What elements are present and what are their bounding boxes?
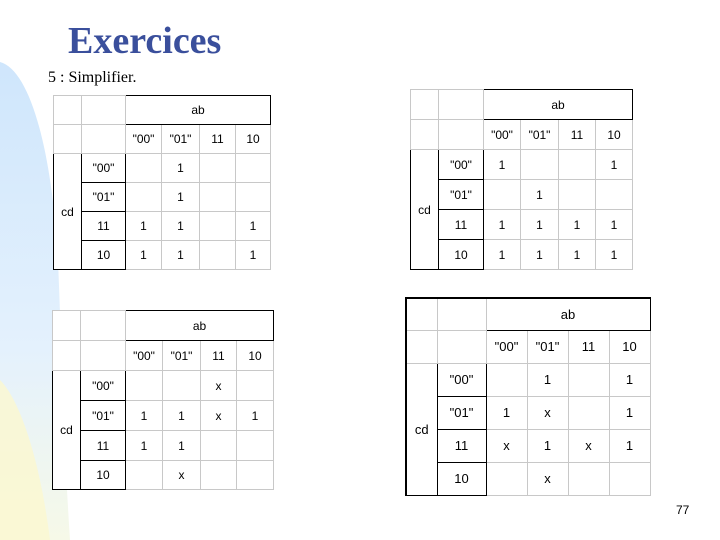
kmap-cell bbox=[200, 212, 236, 241]
kmap-cell: 1 bbox=[484, 210, 521, 240]
empty-corner bbox=[54, 125, 82, 154]
kmap-cell: 1 bbox=[162, 212, 200, 241]
column-header: "00" bbox=[126, 125, 162, 154]
kmap-cell bbox=[559, 180, 596, 210]
kmap-cell: 1 bbox=[162, 154, 200, 183]
kmap-cell: 1 bbox=[162, 241, 200, 270]
kmap-cell: x bbox=[201, 371, 237, 401]
column-header: 11 bbox=[559, 120, 596, 150]
empty-corner bbox=[81, 311, 126, 341]
slide-subtitle: 5 : Simplifier. bbox=[48, 69, 137, 86]
kmap-cell: 1 bbox=[163, 401, 201, 431]
column-header: 10 bbox=[596, 120, 633, 150]
column-header: 10 bbox=[609, 330, 650, 363]
kmap-cell bbox=[126, 371, 163, 401]
row-variable-label: cd bbox=[406, 363, 437, 495]
slide-title: Exercices bbox=[68, 20, 222, 62]
kmap-cell bbox=[568, 363, 609, 396]
empty-corner bbox=[439, 90, 484, 120]
empty-corner bbox=[437, 298, 486, 330]
row-header: 11 bbox=[81, 431, 126, 461]
kmap-cell: x bbox=[201, 401, 237, 431]
row-variable-label: cd bbox=[54, 154, 82, 270]
empty-corner bbox=[406, 330, 437, 363]
kmap-cell: 1 bbox=[486, 396, 527, 429]
karnaugh-map-1 bbox=[53, 95, 271, 270]
row-header: 10 bbox=[437, 462, 486, 495]
kmap-cell: 1 bbox=[236, 241, 271, 270]
kmap-cell bbox=[201, 461, 237, 490]
kmap-cell bbox=[568, 462, 609, 495]
column-header: 11 bbox=[200, 125, 236, 154]
kmap-cell bbox=[237, 371, 274, 401]
karnaugh-map-2 bbox=[410, 89, 633, 270]
kmap-cell bbox=[126, 183, 162, 212]
row-header: 11 bbox=[439, 210, 484, 240]
row-header: 10 bbox=[82, 241, 126, 270]
kmap-cell: 1 bbox=[609, 396, 650, 429]
row-header: "01" bbox=[437, 396, 486, 429]
kmap-cell bbox=[126, 461, 163, 490]
kmap-cell: 1 bbox=[237, 401, 274, 431]
kmap-cell bbox=[484, 180, 521, 210]
kmap-cell: x bbox=[163, 461, 201, 490]
column-header: 11 bbox=[201, 341, 237, 371]
kmap-cell: 1 bbox=[609, 429, 650, 462]
row-header: 11 bbox=[437, 429, 486, 462]
row-header: "01" bbox=[81, 401, 126, 431]
kmap-cell: 1 bbox=[559, 210, 596, 240]
column-header: "01" bbox=[163, 341, 201, 371]
kmap-cell: 1 bbox=[527, 429, 568, 462]
kmap-cell bbox=[163, 371, 201, 401]
kmap-cell: 1 bbox=[527, 363, 568, 396]
column-header: "01" bbox=[527, 330, 568, 363]
row-header: 10 bbox=[81, 461, 126, 490]
column-header: "00" bbox=[484, 120, 521, 150]
kmap-cell: 1 bbox=[521, 210, 559, 240]
column-header: 10 bbox=[236, 125, 271, 154]
page-number: 77 bbox=[676, 503, 690, 517]
row-header: 10 bbox=[439, 240, 484, 270]
kmap-cell bbox=[200, 154, 236, 183]
kmap-cell: 1 bbox=[521, 240, 559, 270]
empty-corner bbox=[411, 120, 439, 150]
karnaugh-map-4 bbox=[405, 297, 651, 496]
empty-corner bbox=[81, 341, 126, 371]
kmap-cell bbox=[568, 396, 609, 429]
kmap-cell: 1 bbox=[609, 363, 650, 396]
kmap-cell bbox=[201, 431, 237, 461]
empty-corner bbox=[82, 96, 126, 125]
row-header: "00" bbox=[437, 363, 486, 396]
column-header: "01" bbox=[521, 120, 559, 150]
row-header: "01" bbox=[439, 180, 484, 210]
karnaugh-map-3 bbox=[52, 310, 274, 490]
kmap-cell: 1 bbox=[126, 431, 163, 461]
column-header: "00" bbox=[486, 330, 527, 363]
kmap-cell bbox=[237, 461, 274, 490]
row-header: "00" bbox=[81, 371, 126, 401]
kmap-cell: 1 bbox=[162, 183, 200, 212]
kmap-cell: 1 bbox=[126, 401, 163, 431]
column-header: 10 bbox=[237, 341, 274, 371]
empty-corner bbox=[439, 120, 484, 150]
kmap-cell: 1 bbox=[596, 150, 633, 180]
kmap-cell bbox=[200, 183, 236, 212]
row-header: "00" bbox=[82, 154, 126, 183]
empty-corner bbox=[82, 125, 126, 154]
kmap-cell bbox=[559, 150, 596, 180]
row-header: 11 bbox=[82, 212, 126, 241]
empty-corner bbox=[406, 298, 437, 330]
kmap-cell: x bbox=[527, 462, 568, 495]
row-header: "00" bbox=[439, 150, 484, 180]
kmap-cell: 1 bbox=[484, 150, 521, 180]
kmap-cell bbox=[236, 183, 271, 212]
kmap-cell bbox=[486, 363, 527, 396]
kmap-cell bbox=[521, 150, 559, 180]
kmap-cell bbox=[237, 431, 274, 461]
column-variable-label: ab bbox=[484, 90, 633, 120]
kmap-cell bbox=[596, 180, 633, 210]
kmap-cell: 1 bbox=[163, 431, 201, 461]
kmap-cell bbox=[486, 462, 527, 495]
kmap-cell: x bbox=[527, 396, 568, 429]
row-variable-label: cd bbox=[411, 150, 439, 270]
empty-corner bbox=[54, 96, 82, 125]
kmap-cell: 1 bbox=[596, 240, 633, 270]
empty-corner bbox=[53, 341, 81, 371]
column-header: 11 bbox=[568, 330, 609, 363]
kmap-cell bbox=[236, 154, 271, 183]
kmap-cell bbox=[200, 241, 236, 270]
kmap-cell: 1 bbox=[596, 210, 633, 240]
column-header: "00" bbox=[126, 341, 163, 371]
kmap-cell: 1 bbox=[484, 240, 521, 270]
row-variable-label: cd bbox=[53, 371, 81, 490]
kmap-cell: 1 bbox=[236, 212, 271, 241]
kmap-cell: x bbox=[486, 429, 527, 462]
kmap-cell bbox=[609, 462, 650, 495]
kmap-cell: 1 bbox=[126, 241, 162, 270]
empty-corner bbox=[411, 90, 439, 120]
kmap-cell: x bbox=[568, 429, 609, 462]
column-variable-label: ab bbox=[126, 96, 271, 125]
kmap-cell bbox=[126, 154, 162, 183]
kmap-cell: 1 bbox=[521, 180, 559, 210]
kmap-cell: 1 bbox=[559, 240, 596, 270]
row-header: "01" bbox=[82, 183, 126, 212]
column-variable-label: ab bbox=[126, 311, 274, 341]
empty-corner bbox=[437, 330, 486, 363]
column-header: "01" bbox=[162, 125, 200, 154]
column-variable-label: ab bbox=[486, 298, 650, 330]
empty-corner bbox=[53, 311, 81, 341]
kmap-cell: 1 bbox=[126, 212, 162, 241]
